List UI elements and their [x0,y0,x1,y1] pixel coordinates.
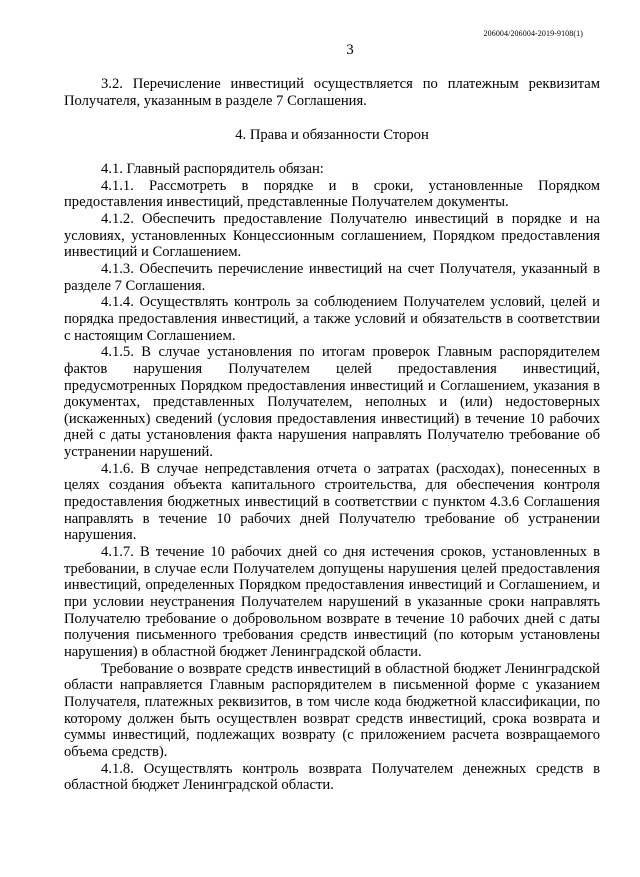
paragraph-4-1-6: 4.1.6. В случае непредставления отчета о затратах (расходах), понесенных в целях создания объекта капитального строительства, для обеспечения контроля предоставления бюджетных инвестиций в соответствии с пунктом 4.3.6 Соглашения направлять в течение 10 рабочих дней Получателю требование об устранении нарушения. [64,460,600,544]
paragraph-3-2: 3.2. Перечисление инвестиций осуществляется по платежным реквизитам Получателя, указанным в разделе 7 Соглашения. [64,76,600,109]
paragraph-4-1-1: 4.1.1. Рассмотреть в порядке и в сроки, установленные Порядком предоставления инвестиций, представленные Получателем документы. [64,177,600,211]
section-4-title: 4. Права и обязанности Сторон [235,127,429,144]
paragraph-4-1-3: 4.1.3. Обеспечить перечисление инвестиций на счет Получателя, указанный в разделе 7 Соглашения. [64,260,600,294]
paragraph-4-1: 4.1. Главный распорядитель обязан: [101,160,324,177]
document-body [64,76,600,794]
paragraph-return-requirement: Требование о возврате средств инвестиций в областной бюджет Ленинградской области направляется Главным распорядителем в письменной форме с указанием Получателя, платежных реквизитов, в том числе кода бюджетной классификации, по которому должен быть осуществлен возврат средств инвестиций, срока возврата и суммы инвестиций, подлежащих возврату (с приложением расчета возвращаемого объема средств). [64,660,600,760]
page-number: 3 [346,42,354,58]
paragraph-4-1-5: 4.1.5. В случае установления по итогам проверок Главным распорядителем фактов нарушения Получателем целей предоставления инвестиций, предусмотренных Порядком предоставления инвестиций и Соглашением, указания в документах, представленных Получателем, неполных и (или) недостоверных (искаженных) сведений (условия предоставления инвестиций) в течение 10 рабочих дней с даты установления факта нарушения направлять Получателю требование об устранении нарушений. [64,344,600,461]
paragraph-4-1-2: 4.1.2. Обеспечить предоставление Получателю инвестиций в порядке и на условиях, установленных Концессионным соглашением, Порядком предоставления инвестиций и Соглашением. [64,210,600,261]
paragraph-4-1-7: 4.1.7. В течение 10 рабочих дней со дня истечения сроков, установленных в требовании, в случае если Получателем допущены нарушения целей предоставления инвестиций, определенных Порядком предоставления инвестиций и Соглашением, и при условии неустранения Получателем нарушений в указанные сроки направлять Получателю требование о добровольном возврате в течение 10 рабочих дней с даты получения письменного требования средств инвестиций (по которым установлены нарушения) в областной бюджет Ленинградской области. [64,544,600,660]
paragraph-4-1-8: 4.1.8. Осуществлять контроль возврата Получателем денежных средств в областной бюджет Ленинградской области. [64,760,600,794]
paragraph-4-1-4: 4.1.4. Осуществлять контроль за соблюдением Получателем условий, целей и порядка предоставления инвестиций, а также условий и обязательств в соответствии с настоящим Соглашением. [64,294,600,344]
document-id: 206004/206004-2019-9108(1) [483,29,583,38]
